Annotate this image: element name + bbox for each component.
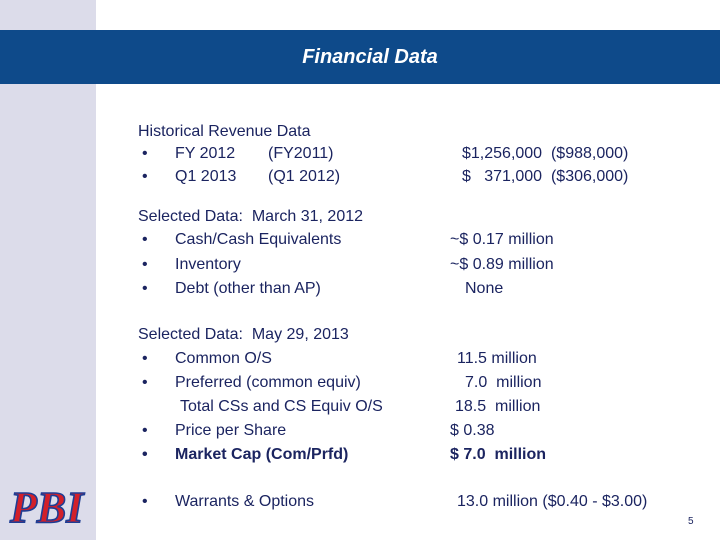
item-value: 13.0 million ($0.40 - $3.00) — [457, 493, 648, 510]
list-item — [0, 277, 720, 301]
item-label: Inventory — [175, 256, 241, 273]
historical-heading-row — [0, 120, 720, 144]
item-value: ~$ 0.89 million — [450, 256, 554, 273]
march-heading: Selected Data: March 31, 2012 — [138, 208, 364, 225]
bullet: • — [142, 374, 148, 391]
list-item — [0, 490, 720, 514]
item-label: Common O/S — [175, 350, 272, 367]
list-item — [0, 165, 720, 189]
item-label: Debt (other than AP) — [175, 280, 321, 297]
bullet: • — [142, 145, 148, 162]
item-label: Cash/Cash Equivalents — [175, 231, 342, 248]
item-value: 18.5 million — [455, 398, 541, 415]
item-label: Total CSs and CS Equiv O/S — [180, 398, 383, 415]
bullet: • — [142, 493, 148, 510]
may-heading: Selected Data: May 29, 2013 — [138, 326, 349, 343]
list-item — [0, 395, 720, 419]
item-value: $ 371,000 ($306,000) — [462, 168, 629, 185]
item-value: $ 0.38 — [450, 422, 495, 439]
item-label: Market Cap (Com/Prfd) — [175, 446, 349, 463]
bullet: • — [142, 231, 148, 248]
bullet: • — [142, 422, 148, 439]
list-item — [0, 419, 720, 443]
item-compare: (FY2011) — [268, 145, 334, 162]
slide-title: Financial Data — [302, 45, 438, 68]
historical-heading: Historical Revenue Data — [138, 123, 311, 140]
item-label: Preferred (common equiv) — [175, 374, 361, 391]
list-item — [0, 443, 720, 467]
bullet: • — [142, 256, 148, 273]
item-label: Q1 2013 — [175, 168, 237, 185]
list-item — [0, 371, 720, 395]
item-value: $1,256,000 ($988,000) — [462, 145, 629, 162]
list-item — [0, 253, 720, 277]
bullet: • — [142, 280, 148, 297]
pbi-logo-text: PBI — [10, 483, 84, 530]
bullet: • — [142, 446, 148, 463]
bullet: • — [142, 350, 148, 367]
item-compare: (Q1 2012) — [268, 168, 341, 185]
item-label: FY 2012 — [175, 145, 236, 162]
bullet: • — [142, 168, 148, 185]
may-heading-row — [0, 323, 720, 347]
title-bar — [0, 30, 720, 84]
list-item — [0, 142, 720, 166]
item-value: $ 7.0 million — [450, 446, 547, 463]
list-item — [0, 228, 720, 252]
list-item — [0, 347, 720, 371]
item-label: Warrants & Options — [175, 493, 315, 510]
item-value: 11.5 million — [457, 350, 537, 367]
item-value: None — [465, 280, 504, 297]
pbi-logo — [6, 480, 96, 530]
item-value: ~$ 0.17 million — [450, 231, 554, 248]
item-label: Price per Share — [175, 422, 287, 439]
page-number: 5 — [688, 516, 694, 527]
item-value: 7.0 million — [465, 374, 542, 391]
march-heading-row — [0, 205, 720, 229]
